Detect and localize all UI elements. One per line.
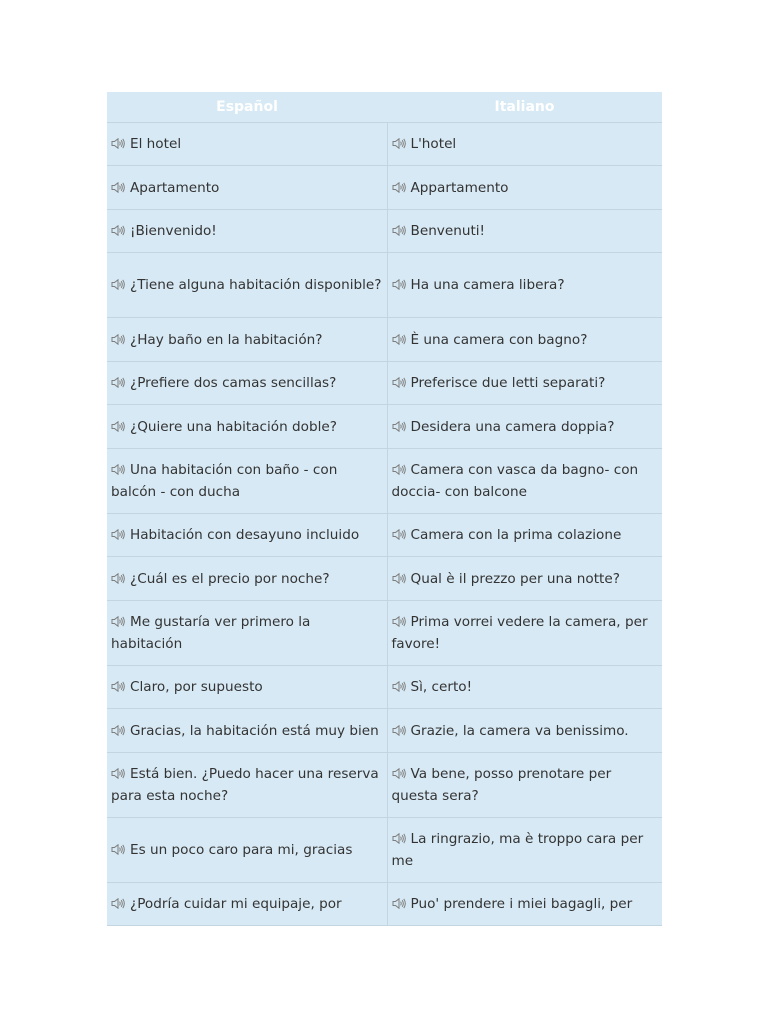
table-row [107, 449, 662, 514]
cell-italian [387, 666, 662, 709]
speaker-icon[interactable] [392, 464, 406, 475]
cell-italian [387, 318, 662, 362]
cell-spanish [107, 123, 387, 166]
speaker-icon[interactable] [392, 616, 406, 627]
phrase-text: ¿Quiere una habitación doble? [130, 418, 337, 435]
speaker-icon[interactable] [392, 138, 406, 149]
table-row [107, 362, 662, 405]
header-italian: Italiano [494, 99, 555, 115]
table-row [107, 601, 662, 666]
speaker-icon[interactable] [111, 844, 125, 855]
speaker-icon[interactable] [111, 616, 125, 627]
phrase-text: Sì, certo! [410, 679, 473, 695]
phrase-text: Benvenuti! [410, 223, 486, 239]
cell-italian [387, 883, 662, 926]
phrase-text: Claro, por supuesto [130, 679, 263, 695]
cell-spanish [107, 666, 387, 709]
table-row [107, 405, 662, 449]
phrase-text: Apartamento [130, 179, 220, 196]
speaker-icon[interactable] [111, 334, 125, 345]
speaker-icon[interactable] [111, 898, 125, 909]
speaker-icon[interactable] [392, 681, 406, 692]
phrase-text: Está bien. ¿Puedo hacer una reserva para esta noche? [111, 766, 379, 804]
speaker-icon[interactable] [392, 334, 406, 345]
table-header-row [107, 92, 662, 123]
phrase-text: Va bene, posso prenotare per questa sera? [391, 766, 612, 804]
speaker-icon[interactable] [111, 725, 125, 736]
phrase-text: Appartamento [410, 179, 509, 196]
phrase-text: Camera con la prima colazione [410, 527, 622, 543]
phrase-text: Camera con vasca da bagno- con doccia- con balcone [391, 462, 639, 500]
cell-italian [387, 709, 662, 753]
cell-spanish [107, 405, 387, 449]
speaker-icon[interactable] [392, 529, 406, 540]
speaker-icon[interactable] [392, 377, 406, 388]
speaker-icon[interactable] [392, 833, 406, 844]
speaker-icon[interactable] [111, 421, 125, 432]
phrase-text: Ha una camera libera? [410, 277, 565, 293]
phrase-text: ¿Cuál es el precio por noche? [130, 570, 330, 587]
cell-italian [387, 210, 662, 253]
phrase-text: È una camera con bagno? [410, 331, 588, 348]
phrase-text: ¿Podría cuidar mi equipaje, por [130, 896, 342, 912]
cell-spanish [107, 514, 387, 557]
cell-italian [387, 166, 662, 210]
cell-italian [387, 753, 662, 818]
cell-spanish [107, 557, 387, 601]
speaker-icon[interactable] [392, 725, 406, 736]
cell-italian [387, 123, 662, 166]
phrase-text: El hotel [130, 136, 182, 152]
phrase-text: Es un poco caro para mi, gracias [130, 842, 353, 858]
cell-spanish [107, 362, 387, 405]
table-row [107, 818, 662, 883]
cell-spanish [107, 166, 387, 210]
table-row [107, 253, 662, 318]
table-row [107, 883, 662, 926]
phrase-table [107, 92, 662, 926]
speaker-icon[interactable] [111, 573, 125, 584]
cell-italian [387, 818, 662, 883]
phrase-text: Prima vorrei vedere la camera, per favore! [391, 614, 648, 652]
phrase-text: Preferisce due letti separati? [410, 375, 606, 391]
speaker-icon[interactable] [111, 681, 125, 692]
table-row [107, 210, 662, 253]
speaker-icon[interactable] [392, 182, 406, 193]
speaker-icon[interactable] [392, 225, 406, 236]
cell-spanish [107, 318, 387, 362]
phrase-text: ¿Prefiere dos camas sencillas? [130, 375, 337, 391]
speaker-icon[interactable] [111, 279, 125, 290]
cell-italian [387, 557, 662, 601]
cell-italian [387, 514, 662, 557]
phrase-text: Grazie, la camera va benissimo. [410, 722, 629, 739]
phrase-text: Gracias, la habitación está muy bien [130, 722, 379, 739]
cell-italian [387, 601, 662, 666]
phrase-text: Puo' prendere i miei bagagli, per [410, 896, 633, 912]
table-row [107, 557, 662, 601]
phrase-text: ¿Hay baño en la habitación? [130, 331, 323, 348]
cell-spanish [107, 753, 387, 818]
speaker-icon[interactable] [111, 464, 125, 475]
speaker-icon[interactable] [392, 898, 406, 909]
phrase-text: ¿Tiene alguna habitación disponible? [130, 277, 382, 293]
speaker-icon[interactable] [392, 573, 406, 584]
speaker-icon[interactable] [111, 138, 125, 149]
cell-italian [387, 449, 662, 514]
table-row [107, 709, 662, 753]
table-row [107, 666, 662, 709]
speaker-icon[interactable] [111, 182, 125, 193]
cell-spanish [107, 601, 387, 666]
cell-spanish [107, 210, 387, 253]
phrase-text: Me gustaría ver primero la habitación [111, 614, 311, 652]
cell-spanish [107, 818, 387, 883]
speaker-icon[interactable] [111, 529, 125, 540]
phrase-text: Qual è il prezzo per una notte? [410, 570, 620, 587]
table-row [107, 514, 662, 557]
phrase-text: L'hotel [410, 136, 457, 152]
table-row [107, 753, 662, 818]
speaker-icon[interactable] [111, 225, 125, 236]
speaker-icon[interactable] [392, 421, 406, 432]
speaker-icon[interactable] [392, 768, 406, 779]
cell-spanish [107, 449, 387, 514]
cell-italian [387, 362, 662, 405]
cell-italian [387, 405, 662, 449]
table-row [107, 318, 662, 362]
speaker-icon[interactable] [111, 768, 125, 779]
header-spanish: Español [216, 99, 278, 115]
speaker-icon[interactable] [111, 377, 125, 388]
phrase-text: Desidera una camera doppia? [410, 418, 615, 435]
cell-spanish [107, 709, 387, 753]
table-row [107, 166, 662, 210]
speaker-icon[interactable] [392, 279, 406, 290]
phrase-text: Una habitación con baño - con balcón - con ducha [111, 462, 338, 500]
cell-spanish [107, 883, 387, 926]
phrase-text: Habitación con desayuno incluido [130, 527, 360, 543]
table-row [107, 123, 662, 166]
cell-italian [387, 253, 662, 318]
cell-spanish [107, 253, 387, 318]
phrase-text: La ringrazio, ma è troppo cara per me [391, 831, 644, 869]
phrase-text: ¡Bienvenido! [130, 223, 217, 239]
